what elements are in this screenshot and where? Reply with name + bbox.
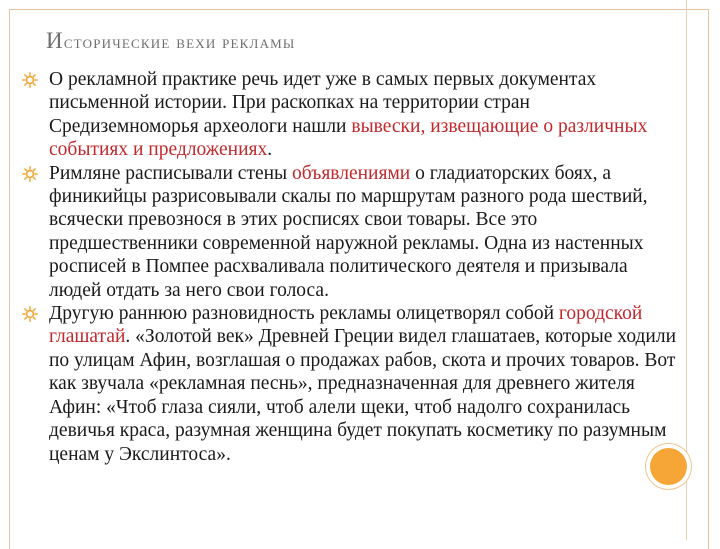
bullet-text: . «Золотой век» Древней Греции видел глашатаев, которые ходили по улицам Афин, возглашая о продажах рабов, скота и прочих товаров. Вот как звучала «рекламная песнь», предназначенная для древнего жителя Афин: «Чтоб глаза сияли, чтоб алели щеки, чтоб надолго сохранилась девичья краса, разумная женщина будет покупать косметику по разумным ценам у Экслинтоса».	[49, 326, 677, 465]
sun-bullet-icon	[22, 72, 38, 88]
highlighted-term: вывески, извещающие о различных событиях и предложениях	[49, 115, 648, 161]
slide-title	[46, 28, 295, 54]
bullet-text: о гладиаторских боях, а финикийцы разрисовывали скалы по маршрутам разного рода шествий, всячески превознося в этих росписях свои товары. Все это предшественники современной наружной рекламы. Одна из настенных росписей в Помпее расхваливала политического деятеля и призывала людей отдать за него свои голоса.	[49, 162, 648, 301]
orange-circle-decoration	[650, 448, 687, 485]
bullet-text: Другую раннюю разновидность рекламы олицетворял собой	[49, 303, 559, 325]
bullet-item	[22, 162, 682, 302]
slide-title-initial: И	[46, 28, 64, 53]
bullet-item	[22, 68, 682, 162]
bullet-list	[22, 68, 682, 466]
highlighted-term: объявлениями	[292, 162, 411, 184]
slide-title-rest: сторические вехи рекламы	[63, 32, 296, 52]
bullet-text: О рекламной практике речь идет уже в самых первых документах письменной истории. При раскопках на территории стран Средиземноморья археологи нашли	[49, 69, 597, 137]
slide-right-rail	[686, 0, 687, 540]
bullet-text: Римляне расписывали стены	[49, 162, 293, 184]
bullet-item	[22, 302, 682, 466]
highlighted-term: городской глашатай	[49, 303, 643, 348]
sun-bullet-icon	[22, 306, 38, 322]
sun-bullet-icon	[22, 166, 38, 182]
bullet-text: .	[267, 139, 273, 161]
